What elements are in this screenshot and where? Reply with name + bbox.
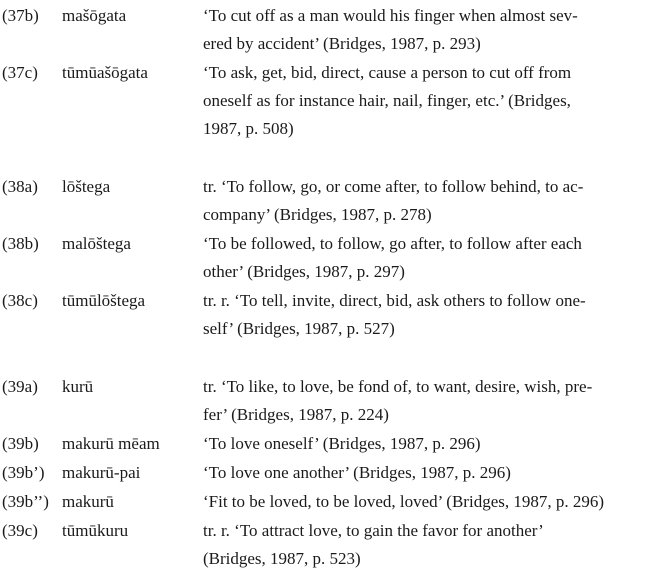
example-word: mašōgata bbox=[62, 6, 127, 25]
example-number: (37b) bbox=[2, 6, 39, 25]
example-word: tūmūkuru bbox=[62, 521, 129, 540]
gloss-line: ‘To love oneself’ (Bridges, 1987, p. 296) bbox=[203, 434, 481, 453]
gloss-line: tr. ‘To follow, go, or come after, to follow behind, to ac- bbox=[203, 177, 584, 196]
example-gloss bbox=[203, 2, 633, 58]
example-gloss bbox=[203, 230, 633, 286]
example-word: lōštega bbox=[62, 177, 111, 196]
gloss-line: 1987, p. 508) bbox=[203, 119, 294, 138]
example-word: kurū bbox=[62, 377, 94, 396]
example-number: (39b’) bbox=[2, 463, 45, 482]
gloss-line: ‘To be followed, to follow, go after, to follow after each bbox=[203, 234, 582, 253]
example-gloss bbox=[203, 59, 633, 143]
example-number: (39c) bbox=[2, 521, 38, 540]
gloss-line: company’ (Bridges, 1987, p. 278) bbox=[203, 205, 432, 224]
example-word: malōštega bbox=[62, 234, 131, 253]
gloss-line: tr. ‘To like, to love, be fond of, to want, desire, wish, pre- bbox=[203, 377, 593, 396]
gloss-line: oneself as for instance hair, nail, finger, etc.’ (Bridges, bbox=[203, 91, 571, 110]
gloss-line: self’ (Bridges, 1987, p. 527) bbox=[203, 319, 395, 338]
example-number: (38a) bbox=[2, 177, 38, 196]
example-word: tūmūašōgata bbox=[62, 63, 148, 82]
gloss-line: ‘To cut off as a man would his finger when almost sev- bbox=[203, 6, 578, 25]
gloss-line: tr. r. ‘To attract love, to gain the favor for another’ bbox=[203, 521, 544, 540]
gloss-line: fer’ (Bridges, 1987, p. 224) bbox=[203, 405, 389, 424]
example-word: makurū bbox=[62, 492, 114, 511]
example-gloss bbox=[203, 373, 633, 429]
gloss-line: ‘Fit to be loved, to be loved, loved’ (Bridges, 1987, p. 296) bbox=[203, 492, 605, 511]
gloss-line: other’ (Bridges, 1987, p. 297) bbox=[203, 262, 405, 281]
example-number: (38b) bbox=[2, 234, 39, 253]
example-gloss bbox=[203, 488, 633, 516]
example-number: (39b) bbox=[2, 434, 39, 453]
example-gloss bbox=[203, 287, 633, 343]
example-gloss bbox=[203, 517, 633, 573]
gloss-line: (Bridges, 1987, p. 523) bbox=[203, 549, 361, 568]
example-gloss bbox=[203, 173, 633, 229]
gloss-line: ‘To ask, get, bid, direct, cause a person to cut off from bbox=[203, 63, 572, 82]
example-word: makurū mēam bbox=[62, 434, 160, 453]
gloss-line: ered by accident’ (Bridges, 1987, p. 293) bbox=[203, 34, 481, 53]
example-gloss bbox=[203, 459, 633, 487]
example-number: (39a) bbox=[2, 377, 38, 396]
example-word: makurū-pai bbox=[62, 463, 141, 482]
example-number: (38c) bbox=[2, 291, 38, 310]
example-number: (39b’’) bbox=[2, 492, 49, 511]
example-gloss bbox=[203, 430, 633, 458]
example-number: (37c) bbox=[2, 63, 38, 82]
gloss-line: ‘To love one another’ (Bridges, 1987, p. 296) bbox=[203, 463, 511, 482]
example-word: tūmūlōštega bbox=[62, 291, 146, 310]
gloss-line: tr. r. ‘To tell, invite, direct, bid, ask others to follow one- bbox=[203, 291, 586, 310]
